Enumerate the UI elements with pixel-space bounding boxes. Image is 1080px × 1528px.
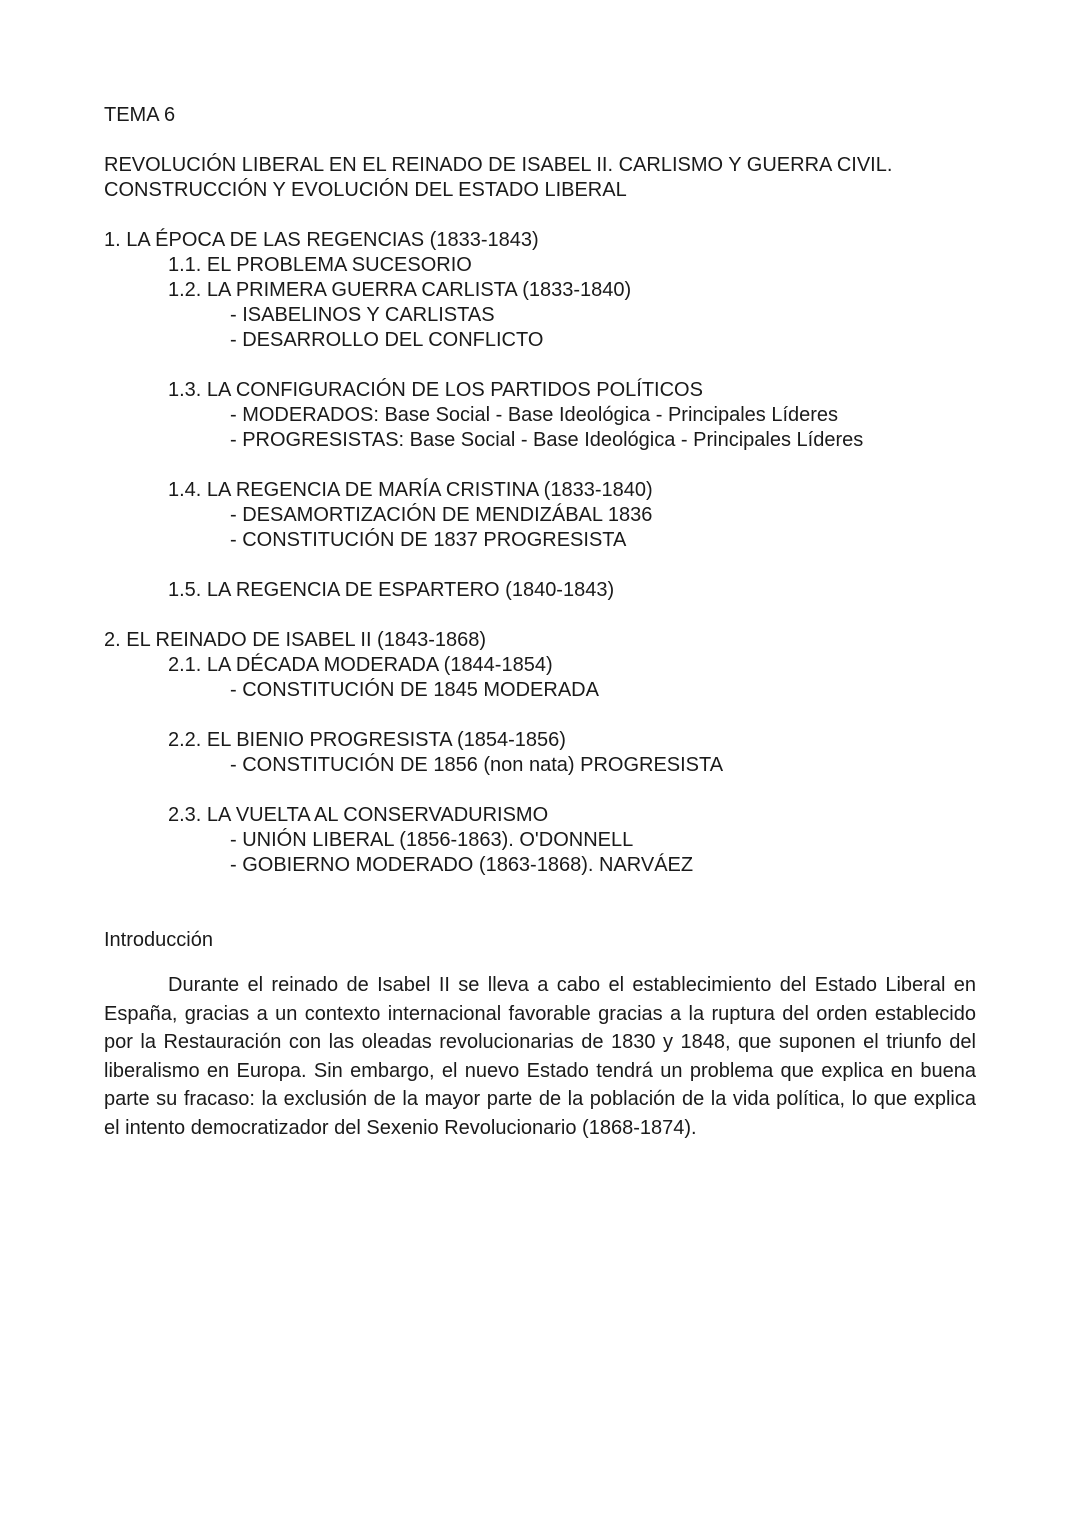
outline-item-2-1-a: - CONSTITUCIÓN DE 1845 MODERADA	[230, 679, 599, 701]
outline-subsection-1-3: 1.3. LA CONFIGURACIÓN DE LOS PARTIDOS POLÍTICOS	[168, 379, 703, 401]
outline-subsection-1-2: 1.2. LA PRIMERA GUERRA CARLISTA (1833-1840)	[168, 279, 632, 301]
spacer	[104, 603, 976, 628]
outline-item-1-2-b: - DESARROLLO DEL CONFLICTO	[230, 329, 544, 351]
outline-item-2-3-a: - UNIÓN LIBERAL (1856-1863). O'DONNELL	[230, 829, 634, 851]
spacer	[104, 128, 976, 153]
outline-item-1-4-b: - CONSTITUCIÓN DE 1837 PROGRESISTA	[230, 529, 627, 551]
introduction-heading: Introducción	[104, 929, 213, 951]
introduction-paragraph: Durante el reinado de Isabel II se lleva a cabo el establecimiento del Estado Liberal en España, gracias a un contexto internacional favorable gracias a la ruptura del orden establecido por la Restauración con las oleadas revolucionarias de 1830 y 1848, que suponen el triunfo del liberalismo en Europa. Sin embargo, el nuevo Estado tendrá un problema que explica en buena parte su fracaso: la exclusión de la mayor parte de la población de la vida política, lo que explica el intento democratizador del Sexenio Revolucionario (1868-1874).	[104, 974, 976, 1139]
outline-subsection-1-4: 1.4. LA REGENCIA DE MARÍA CRISTINA (1833-1840)	[168, 479, 653, 501]
spacer	[104, 203, 976, 228]
spacer	[104, 778, 976, 803]
outline-subsection-2-1: 2.1. LA DÉCADA MODERADA (1844-1854)	[168, 654, 553, 676]
spacer	[104, 953, 976, 971]
topic-number: TEMA 6	[104, 104, 176, 126]
outline-item-1-3-b: - PROGRESISTAS: Base Social - Base Ideológica - Principales Líderes	[230, 429, 864, 451]
spacer	[104, 453, 976, 478]
outline-section-1: 1. LA ÉPOCA DE LAS REGENCIAS (1833-1843)	[104, 229, 539, 251]
outline-item-2-2-a: - CONSTITUCIÓN DE 1856 (non nata) PROGRESISTA	[230, 754, 724, 776]
outline-item-1-3-a: - MODERADOS: Base Social - Base Ideológica - Principales Líderes	[230, 404, 839, 426]
outline-section-2: 2. EL REINADO DE ISABEL II (1843-1868)	[104, 629, 487, 651]
spacer	[104, 903, 976, 928]
document-title-line-2: CONSTRUCCIÓN Y EVOLUCIÓN DEL ESTADO LIBERAL	[104, 179, 627, 201]
document-body	[104, 103, 976, 1142]
outline-item-2-3-b: - GOBIERNO MODERADO (1863-1868). NARVÁEZ	[230, 854, 694, 876]
outline-subsection-2-2: 2.2. EL BIENIO PROGRESISTA (1854-1856)	[168, 729, 566, 751]
outline-item-1-4-a: - DESAMORTIZACIÓN DE MENDIZÁBAL 1836	[230, 504, 653, 526]
outline-subsection-1-5: 1.5. LA REGENCIA DE ESPARTERO (1840-1843)	[168, 579, 615, 601]
outline-subsection-2-3: 2.3. LA VUELTA AL CONSERVADURISMO	[168, 804, 549, 826]
spacer	[104, 703, 976, 728]
outline	[104, 228, 976, 878]
spacer	[104, 878, 976, 903]
outline-subsection-1-1: 1.1. EL PROBLEMA SUCESORIO	[168, 254, 472, 276]
spacer	[104, 553, 976, 578]
spacer	[104, 353, 976, 378]
document-title-line-1: REVOLUCIÓN LIBERAL EN EL REINADO DE ISABEL II. CARLISMO Y GUERRA CIVIL.	[104, 154, 893, 176]
outline-item-1-2-a: - ISABELINOS Y CARLISTAS	[230, 304, 495, 326]
